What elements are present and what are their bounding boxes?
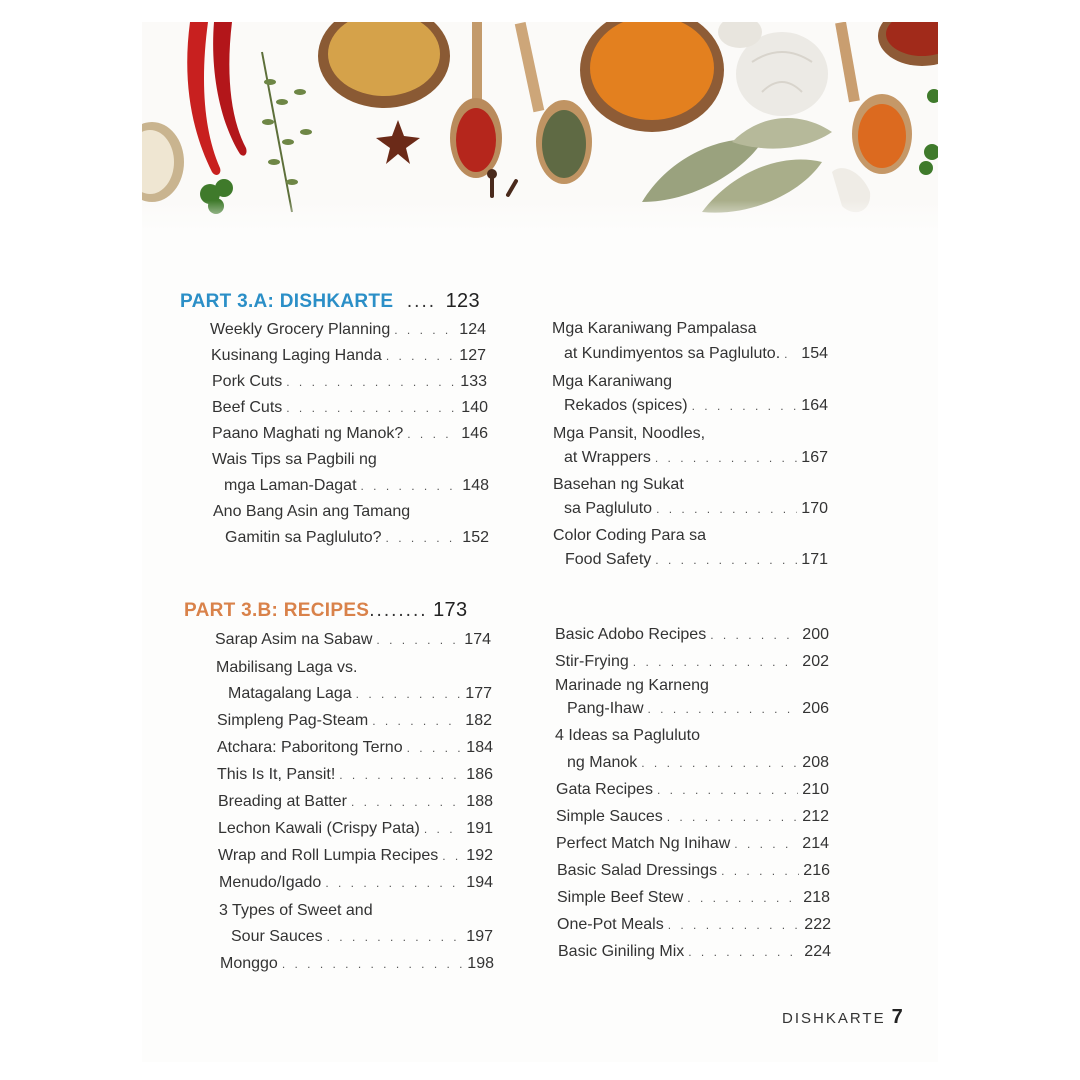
toc-entry[interactable]: Pang-Ihaw . . . 206 bbox=[567, 699, 829, 719]
toc-entry-line1: Mga Pansit, Noodles, bbox=[553, 425, 706, 442]
toc-entry[interactable]: Atchara: Paboritong Terno . . . 184 bbox=[217, 738, 493, 758]
toc-entry[interactable]: Monggo . . . 198 bbox=[220, 954, 494, 974]
part-a-dots: .... bbox=[406, 291, 437, 312]
toc-entry[interactable]: Basic Salad Dressings . . . 216 bbox=[557, 861, 830, 881]
toc-entry[interactable]: Wrap and Roll Lumpia Recipes . . . 192 bbox=[218, 846, 493, 866]
toc-entry-line1: Basehan ng Sukat bbox=[553, 476, 684, 493]
toc-entry[interactable]: Menudo/Igado . . . 194 bbox=[219, 873, 493, 893]
toc-entry[interactable]: Kusinang Laging Handa . . . 127 bbox=[211, 346, 486, 366]
toc-entry[interactable]: Perfect Match Ng Inihaw . . . 214 bbox=[556, 834, 829, 854]
toc-entry[interactable]: Lechon Kawali (Crispy Pata) . . . 191 bbox=[218, 819, 493, 839]
toc-entry[interactable]: Basic Giniling Mix . . . 224 bbox=[558, 942, 831, 962]
toc-entry-line1: 4 Ideas sa Pagluluto bbox=[555, 727, 700, 744]
part-b-title bbox=[184, 599, 467, 622]
toc-entry[interactable]: Basic Adobo Recipes . . . 200 bbox=[555, 625, 829, 645]
toc-entry[interactable]: sa Pagluluto . . . 170 bbox=[564, 499, 828, 519]
toc-entry-line1: Mabilisang Laga vs. bbox=[216, 659, 358, 676]
toc-entry[interactable]: Weekly Grocery Planning . . . 124 bbox=[210, 320, 486, 340]
toc-entry-line1: Ano Bang Asin ang Tamang bbox=[213, 503, 411, 520]
part-b-title-text: PART 3.B: RECIPES bbox=[184, 600, 370, 621]
toc-entry-line1: Mga Karaniwang bbox=[552, 373, 673, 390]
toc-entry[interactable]: Stir-Frying . . . 202 bbox=[555, 652, 829, 672]
page-number: 7 bbox=[891, 1006, 903, 1028]
part-a-title-text: PART 3.A: DISHKARTE bbox=[180, 291, 394, 312]
toc-entry[interactable]: Matagalang Laga . . . 177 bbox=[228, 684, 492, 704]
toc-entry[interactable]: at Kundimyentos sa Pagluluto. . . . 154 bbox=[564, 344, 828, 364]
toc-entry-line1: 3 Types of Sweet and bbox=[219, 902, 373, 919]
toc-entry[interactable]: Food Safety . . . 171 bbox=[565, 550, 828, 570]
part-a-page: 123 bbox=[445, 290, 480, 312]
toc-entry[interactable]: Rekados (spices) . . . 164 bbox=[564, 396, 828, 416]
toc-entry[interactable]: Sour Sauces . . . 197 bbox=[231, 927, 493, 947]
toc-entry-line1: Marinade ng Karneng bbox=[555, 677, 709, 694]
toc-entry[interactable]: Paano Maghati ng Manok? . . . 146 bbox=[212, 424, 488, 444]
toc-entry[interactable]: at Wrappers . . . 167 bbox=[564, 448, 828, 468]
toc-entry[interactable]: Breading at Batter . . . 188 bbox=[218, 792, 493, 812]
part-b-dots: ........ bbox=[369, 600, 428, 621]
toc-entry[interactable]: Sarap Asim na Sabaw . . . 174 bbox=[215, 630, 491, 650]
page-footer bbox=[782, 1006, 903, 1029]
book-page bbox=[142, 22, 938, 1062]
toc-entry[interactable]: Beef Cuts . . . 140 bbox=[212, 398, 488, 418]
spices-banner-image bbox=[142, 22, 938, 232]
toc-entry[interactable]: One-Pot Meals . . . 222 bbox=[557, 915, 831, 935]
toc-entry[interactable]: Simple Beef Stew . . . 218 bbox=[557, 888, 830, 908]
part-a-title bbox=[180, 290, 480, 313]
toc-entry[interactable]: Simpleng Pag-Steam . . . 182 bbox=[217, 711, 492, 731]
footer-label: DISHKARTE bbox=[782, 1010, 886, 1027]
toc-entry[interactable]: Gata Recipes . . . 210 bbox=[556, 780, 829, 800]
toc-entry[interactable]: Gamitin sa Pagluluto? . . . 152 bbox=[225, 528, 489, 548]
toc-entry[interactable]: ng Manok . . . 208 bbox=[567, 753, 829, 773]
toc-entry[interactable]: Simple Sauces . . . 212 bbox=[556, 807, 829, 827]
part-b-page: 173 bbox=[433, 599, 468, 621]
toc-entry[interactable]: Pork Cuts . . . 133 bbox=[212, 372, 487, 392]
toc-entry[interactable]: This Is It, Pansit! . . . 186 bbox=[217, 765, 493, 785]
toc-entry[interactable]: mga Laman-Dagat . . . 148 bbox=[224, 476, 489, 496]
toc-entry-line1: Mga Karaniwang Pampalasa bbox=[552, 320, 757, 337]
toc-entry-line1: Color Coding Para sa bbox=[553, 527, 706, 544]
toc-entry-line1: Wais Tips sa Pagbili ng bbox=[212, 451, 377, 468]
